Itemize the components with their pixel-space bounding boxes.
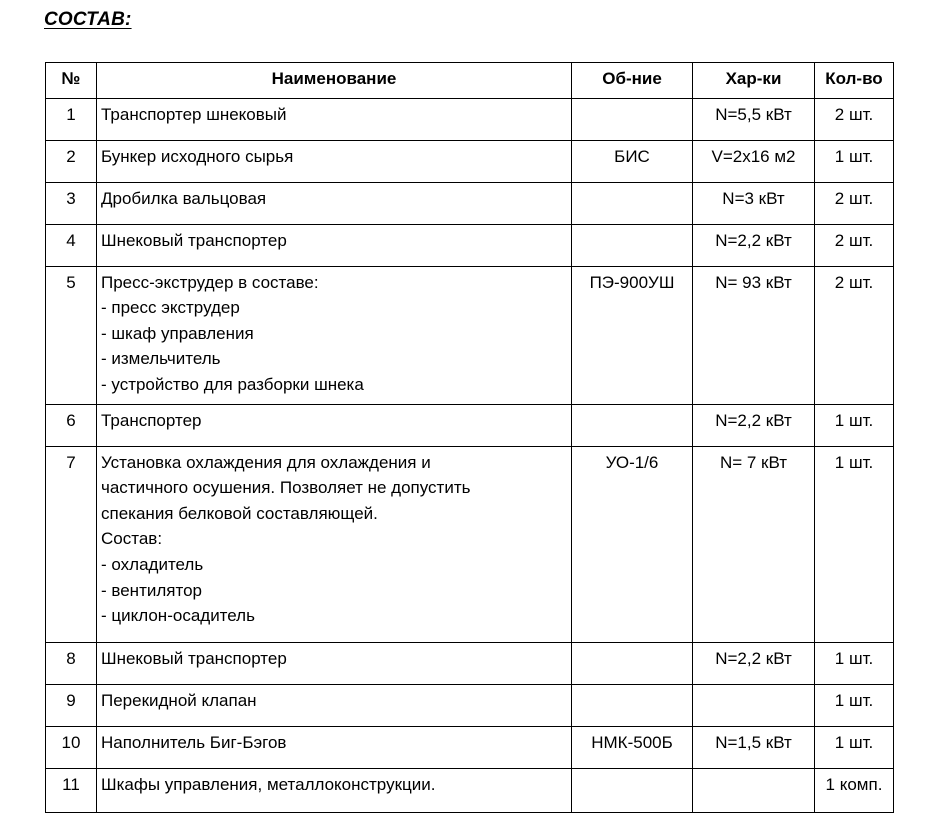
- cell-designation: [572, 404, 693, 446]
- cell-characteristics: [693, 684, 815, 726]
- cell-quantity: 1 шт.: [815, 446, 894, 642]
- cell-designation: ПЭ-900УШ: [572, 266, 693, 404]
- table-row: [46, 768, 894, 812]
- cell-name-line: Бункер исходного сырья: [101, 146, 294, 166]
- cell-name: [97, 768, 572, 812]
- cell-designation: НМК-500Б: [572, 726, 693, 768]
- cell-name: [97, 266, 572, 404]
- cell-quantity: 1 шт.: [815, 726, 894, 768]
- cell-name-line: Транспортер: [101, 410, 202, 430]
- cell-quantity: 2 шт.: [815, 266, 894, 404]
- header-designation: Об-ние: [572, 63, 693, 99]
- cell-characteristics: V=2х16 м2: [693, 140, 815, 182]
- cell-quantity: 1 комп.: [815, 768, 894, 812]
- table-row: [46, 684, 894, 726]
- cell-num: 6: [46, 404, 97, 446]
- cell-designation: [572, 182, 693, 224]
- table-row: [46, 404, 894, 446]
- cell-name-line: Дробилка вальцовая: [101, 188, 267, 208]
- cell-characteristics: N=2,2 кВт: [693, 404, 815, 446]
- cell-name-line: Шнековый транспортер: [101, 230, 287, 250]
- table-row: [46, 446, 894, 642]
- cell-characteristics: N=2,2 кВт: [693, 642, 815, 684]
- cell-quantity: 1 шт.: [815, 140, 894, 182]
- cell-name: [97, 404, 572, 446]
- cell-characteristics: N=1,5 кВт: [693, 726, 815, 768]
- section-heading: СОСТАВ:: [44, 9, 132, 30]
- cell-num: 1: [46, 98, 97, 140]
- header-name: Наименование: [97, 63, 572, 99]
- cell-designation: [572, 642, 693, 684]
- cell-name-line: Состав:: [101, 529, 163, 549]
- cell-name-line: - устройство для разборки шнека: [101, 374, 364, 394]
- table-row: [46, 266, 894, 404]
- cell-characteristics: N=3 кВт: [693, 182, 815, 224]
- cell-quantity: 1 шт.: [815, 642, 894, 684]
- table-body: [46, 98, 894, 812]
- cell-characteristics: N=2,2 кВт: [693, 224, 815, 266]
- cell-quantity: 2 шт.: [815, 98, 894, 140]
- cell-designation: УО-1/6: [572, 446, 693, 642]
- table-row: [46, 98, 894, 140]
- cell-num: 7: [46, 446, 97, 642]
- cell-name-line: - шкаф управления: [101, 323, 254, 343]
- cell-name-line: частичного осушения. Позволяет не допустить: [101, 478, 471, 498]
- cell-name-line: Перекидной клапан: [101, 690, 257, 710]
- cell-name: [97, 98, 572, 140]
- cell-designation: [572, 768, 693, 812]
- cell-num: 10: [46, 726, 97, 768]
- cell-name: [97, 140, 572, 182]
- cell-num: 4: [46, 224, 97, 266]
- table-row: [46, 642, 894, 684]
- cell-name-line: - измельчитель: [101, 349, 221, 369]
- table-row: [46, 726, 894, 768]
- equipment-table: [45, 62, 894, 813]
- table-row: [46, 224, 894, 266]
- header-row: [46, 63, 894, 99]
- cell-num: 3: [46, 182, 97, 224]
- cell-num: 9: [46, 684, 97, 726]
- cell-designation: [572, 98, 693, 140]
- cell-designation: [572, 224, 693, 266]
- cell-name-line: Наполнитель Биг-Бэгов: [101, 732, 287, 752]
- cell-name-line: Шкафы управления, металлоконструкции.: [101, 774, 436, 794]
- cell-name-line: Шнековый транспортер: [101, 648, 287, 668]
- cell-name: [97, 684, 572, 726]
- cell-name-line: Установка охлаждения для охлаждения и: [101, 452, 431, 472]
- cell-designation: БИС: [572, 140, 693, 182]
- table-row: [46, 140, 894, 182]
- cell-name-line: - охладитель: [101, 554, 204, 574]
- header-characteristics: Хар-ки: [693, 63, 815, 99]
- cell-num: 2: [46, 140, 97, 182]
- cell-characteristics: N=5,5 кВт: [693, 98, 815, 140]
- header-quantity: Кол-во: [815, 63, 894, 99]
- header-num: №: [46, 63, 97, 99]
- cell-name: [97, 224, 572, 266]
- cell-characteristics: N= 7 кВт: [693, 446, 815, 642]
- cell-name-line: Пресс-экструдер в составе:: [101, 272, 319, 292]
- cell-name-line: Транспортер шнековый: [101, 104, 287, 124]
- cell-num: 8: [46, 642, 97, 684]
- table-header: [46, 63, 894, 99]
- cell-name: [97, 642, 572, 684]
- cell-name: [97, 446, 572, 642]
- cell-name: [97, 182, 572, 224]
- cell-name-line: - вентилятор: [101, 580, 202, 600]
- cell-name: [97, 726, 572, 768]
- cell-characteristics: [693, 768, 815, 812]
- cell-name-line: - пресс экструдер: [101, 298, 240, 318]
- cell-quantity: 2 шт.: [815, 224, 894, 266]
- cell-designation: [572, 684, 693, 726]
- cell-characteristics: N= 93 кВт: [693, 266, 815, 404]
- cell-quantity: 1 шт.: [815, 404, 894, 446]
- table-row: [46, 182, 894, 224]
- cell-num: 11: [46, 768, 97, 812]
- cell-name-line: - циклон-осадитель: [101, 606, 255, 626]
- cell-name-line: спекания белковой составляющей.: [101, 503, 378, 523]
- cell-quantity: 2 шт.: [815, 182, 894, 224]
- cell-quantity: 1 шт.: [815, 684, 894, 726]
- cell-num: 5: [46, 266, 97, 404]
